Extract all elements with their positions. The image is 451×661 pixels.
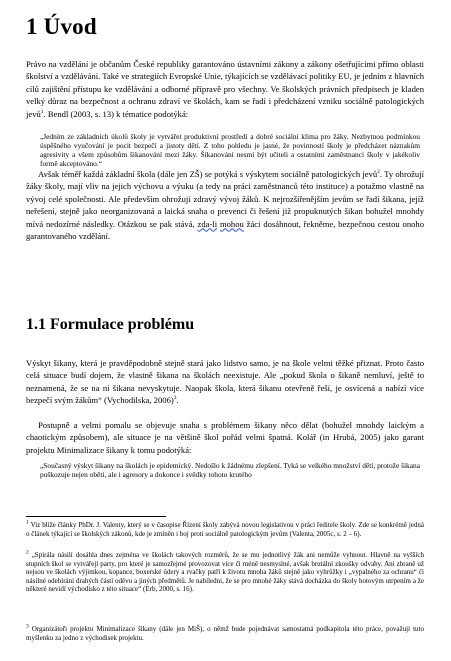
footnote-number: 3	[26, 623, 29, 630]
block-quote-kolar: „Současný výskyt šikany na školách je epidemický. Nedošlo k žádnému zlepšení. Tyká se velkého množství dětí, protože šikana poškozuje nejen oběti, ale i agresory a dokonce i svědky tohoto krutého	[40, 461, 420, 479]
p2-underlined-word: zda-li	[197, 218, 218, 229]
p2-text-b: . Ty ohrožují žáky školy, mají vliv na jejich výchovu a výuku (a tedy na práci zaměstnanců této instituce) a potažmo vlastně na vývoj celé společnosti. Ale především ohrožují zdravý vývoj žáků. K nejrozšířenějším jevům se řadí šikana, jejíž neřešení, stejně jako neorganizovaná a laická snaha o prevenci či řešení již propuknutých šikan bohužel mnohdy mívá nedozírné následky. Otázkou se pak stává,	[26, 169, 424, 229]
footnote-text: Organizátoři projektu Minimalizace šikany (dále jen MiŠ), o němž bude pojednávat samostatná podkapitola této práce, považují tuto myšlenku za jedno z východisek projektu.	[26, 625, 424, 642]
footnote-ref-1[interactable]: 1	[40, 108, 44, 115]
intro-text-end: . Bendl (2003, s. 13) k tématice podotýká:	[43, 108, 189, 119]
p3-text-end: .	[176, 395, 179, 406]
footnote-2	[26, 551, 424, 594]
p2-text-a: Avšak téměř každá základní škola (dále jen ZŠ) se potýká s výskytem sociálně patologických jevů	[38, 169, 378, 179]
footnote-text: „Spirála násilí dosáhla dnes zejména ve školách takových rozměrů, že se mu jednotlivý žák ani nemůže vyhnout. Hlavně na vyšších stupních škol se vytvářejí party, pro které je samozřejmé provozovat více či méně nesmyslné, avšak brutální zkoušky odvahy. Ani zbraně už nejsou ve školách výjimkou, kopance, boxerské údery a rvačky patří k životu mnoha žáků stejně jako vyhrůžky i „vypalného za ochranu“ či násilné odebírání drahých částí oděvu a jiných předmětů. Je nabíledni, že se pro mnohé žáky stává docházka do školy hotovým utrpením a že některé nevidí východisko z této situace“ (Erb, 2000, s. 16).	[26, 551, 424, 594]
chapter-heading: 1 Úvod	[26, 14, 97, 39]
footnote-separator	[26, 516, 166, 517]
p2-underlined-word-2: mohou	[219, 218, 244, 229]
footnote-number: 1	[26, 519, 29, 526]
section-paragraph-1	[26, 357, 424, 407]
footnote-3	[26, 625, 424, 642]
footnote-text: Viz blíže články PhDr. J. Valenty, který se v časopise Řízení školy zabývá novou legislativou v práci ředitele školy. Zde se konkrétně jedná o článek týkající se školských zákonů, kde je zmíněn i boj proti sociálně patologickým jevům (Valenta, 2005c, s. 2 – 6).	[26, 521, 424, 538]
footnote-ref-3[interactable]: 3	[173, 395, 177, 402]
footnote-1	[26, 521, 424, 538]
section-heading: 1.1 Formulace problému	[26, 316, 195, 333]
footnote-ref-2[interactable]: 2	[377, 169, 380, 176]
section-paragraph-2: Postupně a velmi pomalu se objevuje snaha s problémem šikany něco dělat (bohužel mnohdy laickým a chaotickým způsobem), ale situace je na většině škol pořád velmi špatná. Kolář (in Hrubá, 2005) jako garant projektu Minimalizace šikany k tomu podotýká:	[26, 420, 424, 455]
intro-paragraph-2	[26, 168, 424, 242]
footnote-number: 2	[26, 549, 29, 556]
block-quote-bendl: „Jedním ze základních úkolů školy je vytvářet produktivní prostředí a dobré sociální klima pro žáky. Nezbytnou podmínkou úspěšného vyučování je pocit bezpečí a jistoty dětí. Z toho pohledu je jasné, že povinností školy je předcházet náznakům agresivity a všem způsobům šikanování mezi žáky. Šikanování nesmí být učiteli a ostatními zaměstnanci školy v jakékoliv formě akceptováno.“	[40, 132, 420, 168]
intro-paragraph-1	[26, 58, 424, 120]
p2-text-d: žáci dosáhnout, řekněme, bezpečnou cestou onoho garantovaného vzdělání.	[26, 218, 425, 242]
p3-text: Výskyt šikany, která je pravděpodobně stejně stará jako lidstvo samo, je na škole velmi těžké přiznat. Proto často celá situace budí dojem, že vlastně šikana na školách neexistuje. Ale „pokud škola o šikaně nemluví, ještě to neznamená, že se na ní šikana nevyskytuje. Naopak škola, která šikanu otevřeně řeší, je osvícená a nabízí více bezpečí svým žákům“ (Vychodilska, 2006)	[26, 358, 424, 406]
intro-text: Právo na vzdělání je občanům České republiky garantováno ústavními zákony a zákony ošetřujícími přímo oblasti školství a vzdělávání. Také ve strategiích Evropské Unie, týkajících se vzdělávací politiky EU, je jedním z hlavních cílů zajištění přístupu ke vzdělávání a odborné přípravě pro všechny. Ve školských právních předpisech je kladen velký důraz na bezpečnost a ochranu zdraví ve školách, kam se řadí i předcházení vzniku sociálně patologických jevů	[26, 59, 424, 119]
